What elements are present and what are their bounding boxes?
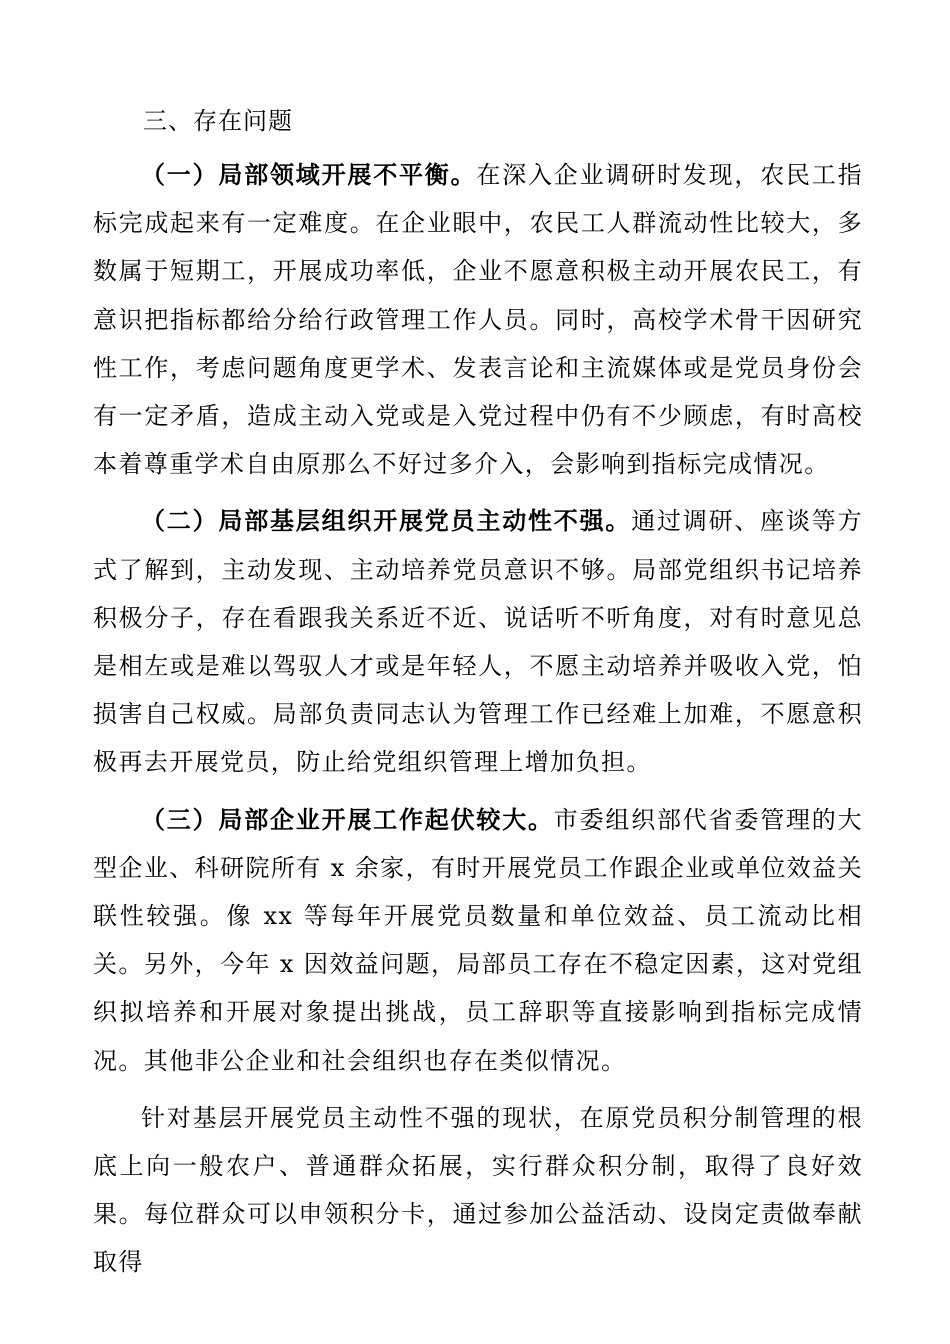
section-heading: 三、存在问题 [143,107,293,135]
paragraph-enterprise-fluctuation [93,796,863,1085]
document-body [93,101,863,1287]
paragraph-body: 市委组织部代省委管理的大型企业、科研院所有 x 余家，有时开展党员工作跟企业或单位效益关联性较强。像 xx 等每年开展党员数量和单位效益、员工流动比相关。另外，今年 x 因效益问题，局部员工存在不稳定因素，这对党组织拟培养和开展对象提出挑战，员工辞职等直接影响到指标完成情况。其他非公企业和社会组织也存在类似情况。 [93,805,863,1075]
paragraph-lead: （三）局部企业开展工作起伏较大。 [141,804,554,834]
paragraph-grassroots-initiative [93,497,863,786]
paragraph-points-system [93,1094,863,1287]
paragraph-body: 针对基层开展党员主动性不强的现状，在原党员积分制管理的根底上向一般农户、普通群众拓展，实行群众积分制，取得了良好效果。每位群众可以申领积分卡，通过参加公益活动、设岗定责做奉献取得 [93,1103,863,1277]
paragraph-lead: （二）局部基层组织开展党员主动性不强。 [141,506,632,536]
paragraph-lead: （一）局部领域开展不平衡。 [141,160,477,189]
paragraph-body: 在深入企业调研时发现，农民工指标完成起来有一定难度。在企业眼中，农民工人群流动性比较大，多数属于短期工，开展成功率低，企业不愿意积极主动开展农民工，有意识把指标都给分给行政管理工作人员。同时，高校学术骨干因研究性工作，考虑问题角度更学术、发表言论和主流媒体或是党员身份会有一定矛盾，造成主动入党或是入党过程中仍有不少顾虑，有时高校本着尊重学术自由原那么不好过多介入，会影响到指标完成情况。 [93,161,864,479]
paragraph-imbalance [93,151,863,488]
paragraph-body: 通过调研、座谈等方式了解到，主动发现、主动培养党员意识不够。局部党组织书记培养积极分子，存在看跟我关系近不近、说话听不听角度，对有时意见总是相左或是难以驾驭人才或是年轻人，不愿主动培养并吸收入党，怕损害自己权威。局部负责同志认为管理工作已经难上加难，不愿意积极再去开展党员，防止给党组织管理上增加负担。 [93,507,863,777]
